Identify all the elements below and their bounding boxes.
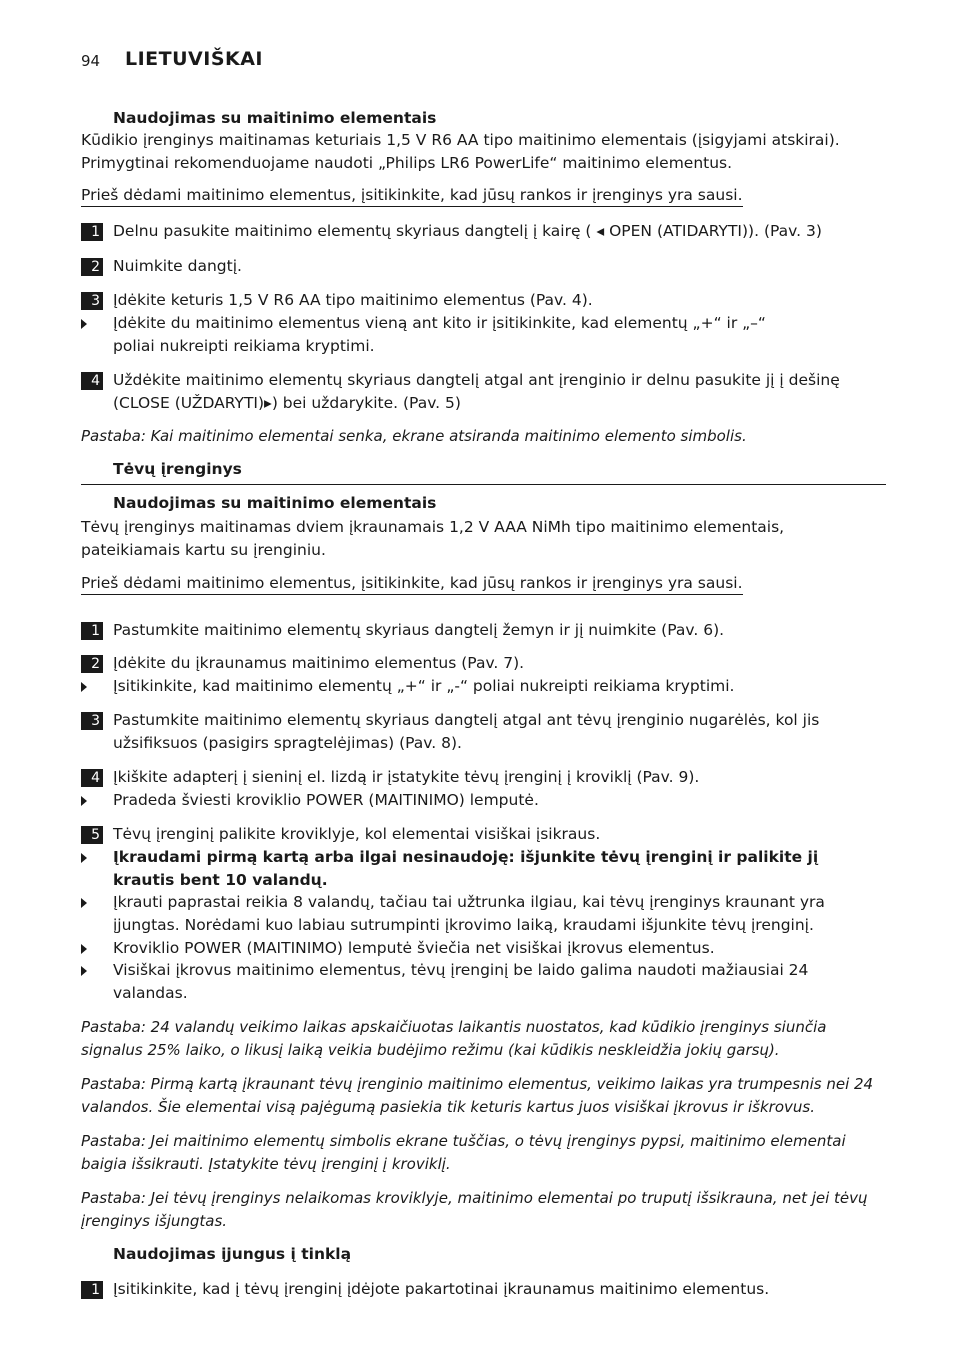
- bullet-text: Kroviklio POWER (MAITINIMO) lemputė šviečia net visiškai įkrovus elementus.: [113, 939, 715, 957]
- note: [81, 1016, 891, 1062]
- note-line: Pastaba: Jei tėvų įrenginys nelaikomas kroviklyje, maitinimo elementai po truputį išsikrauna, net jei tėvų: [81, 1189, 868, 1207]
- step-text: Pastumkite maitinimo elementų skyriaus dangtelį žemyn ir jį nuimkite (Pav. 6).: [113, 621, 725, 639]
- step-text: Įsitikinkite, kad į tėvų įrenginį įdėjote pakartotinai įkraunamus maitinimo elementus.: [113, 1280, 770, 1298]
- bullet-text: [113, 891, 891, 937]
- step-line: užsifiksuos (pasigirs spragtelėjimas) (Pav. 8).: [113, 734, 462, 752]
- bullet-item: [81, 937, 891, 960]
- bullet-icon: [81, 966, 87, 976]
- step-number: 2: [81, 258, 103, 276]
- note-line: valandos. Šie elementai visą pajėgumą pasiekia tik keturis kartus juos visiškai įkrovus ir iškrovus.: [81, 1098, 815, 1116]
- bullet-item: [81, 675, 891, 698]
- step-text: Įdėkite du įkraunamus maitinimo elementus (Pav. 7).: [113, 654, 525, 672]
- section-divider: [81, 484, 886, 485]
- note-line: baigia išsikrauti. Įstatykite tėvų įrenginį į kroviklį.: [81, 1155, 451, 1173]
- bullet-icon: [81, 853, 87, 863]
- bullet-line: Įkraudami pirmą kartą arba ilgai nesinaudoję: išjunkite tėvų įrenginį ir palikite jį: [113, 848, 819, 866]
- page-number: 94: [81, 52, 101, 70]
- step-1: [81, 619, 891, 642]
- step-number: 4: [81, 769, 103, 787]
- step-line: (CLOSE (UŽDARYTI)▸) bei uždarykite. (Pav. 5): [113, 394, 461, 412]
- step-number: 3: [81, 292, 103, 310]
- bullet-line: Visiškai įkrovus maitinimo elementus, tėvų įrenginį be laido galima naudoti mažiausiai 24: [113, 961, 809, 979]
- step-1: [81, 1278, 891, 1301]
- bullet-icon: [81, 944, 87, 954]
- warning-text: Prieš dėdami maitinimo elementus, įsitikinkite, kad jūsų rankos ir įrenginys yra sausi.: [81, 186, 743, 207]
- bullet-item: [81, 891, 891, 937]
- note-line: Pastaba: Pirmą kartą įkraunant tėvų įrenginio maitinimo elementus, veikimo laikas yra trumpesnis nei 24: [81, 1075, 874, 1093]
- step-text: Įdėkite keturis 1,5 V R6 AA tipo maitinimo elementus (Pav. 4).: [113, 291, 593, 309]
- bullet-icon: [81, 898, 87, 908]
- bullet-text: [113, 959, 891, 1005]
- note-line: įrenginys išjungtas.: [81, 1212, 228, 1230]
- step-1: [81, 220, 891, 243]
- step-3: [81, 289, 891, 312]
- bullet-line: valandas.: [113, 984, 188, 1002]
- step-number: 1: [81, 1281, 103, 1299]
- bullet-item: [81, 846, 891, 892]
- step-2: [81, 255, 891, 278]
- step-3: [81, 709, 891, 755]
- section-heading: Naudojimas įjungus į tinklą: [113, 1245, 352, 1263]
- bullet-text: Įsitikinkite, kad maitinimo elementų „+“ ir „-“ poliai nukreipti reikiama kryptimi.: [113, 677, 735, 695]
- step-2: [81, 652, 891, 675]
- note-line: Pastaba: Jei maitinimo elementų simbolis ekrane tuščias, o tėvų įrenginys pypsi, maitinimo elementai: [81, 1132, 846, 1150]
- bullet-icon: [81, 682, 87, 692]
- bullet-icon: [81, 796, 87, 806]
- step-text: Tėvų įrenginį palikite kroviklyje, kol elementai visiškai įsikraus.: [113, 825, 601, 843]
- step-text: Delnu pasukite maitinimo elementų skyriaus dangtelį į kairę ( ◂ OPEN (ATIDARYTI)). (Pav. 3): [113, 222, 822, 240]
- bullet-text: [113, 846, 891, 892]
- bullet-line: Įkrauti paprastai reikia 8 valandų, tačiau tai užtrunka ilgiau, kai tėvų įrenginys kraunant yra: [113, 893, 825, 911]
- note: [81, 1130, 891, 1176]
- step-text: [113, 709, 891, 755]
- bullet-line: poliai nukreipti reikiama kryptimi.: [113, 337, 375, 355]
- step-number: 2: [81, 655, 103, 673]
- language-title: LIETUVIŠKAI: [125, 48, 263, 70]
- bullet-item: [81, 959, 891, 1005]
- step-line: Pastumkite maitinimo elementų skyriaus dangtelį atgal ant tėvų įrenginio nugarėlės, kol jis: [113, 711, 820, 729]
- step-text: Įkiškite adapterį į sieninį el. lizdą ir įstatykite tėvų įrenginį į kroviklį (Pav. 9).: [113, 768, 700, 786]
- bullet-line: įjungtas. Norėdami kuo labiau sutrumpinti įkrovimo laiką, kraudami išjunkite tėvų įrenginį.: [113, 916, 814, 934]
- intro-line: pateikiamais kartu su įrenginiu.: [81, 541, 326, 559]
- section-title: Tėvų įrenginys: [113, 460, 242, 478]
- note: [81, 1187, 891, 1233]
- section-heading: Naudojimas su maitinimo elementais: [113, 109, 437, 127]
- step-number: 4: [81, 372, 103, 390]
- intro-line: Kūdikio įrenginys maitinamas keturiais 1,5 V R6 AA tipo maitinimo elementais (įsigyjami atskirai).: [81, 131, 840, 149]
- warning-text: Prieš dėdami maitinimo elementus, įsitikinkite, kad jūsų rankos ir įrenginys yra sausi.: [81, 574, 743, 595]
- bullet-line: krautis bent 10 valandų.: [113, 871, 328, 889]
- note-line: Pastaba: 24 valandų veikimo laikas apskaičiuotas laikantis nuostatos, kad kūdikio įrenginys siunčia: [81, 1018, 827, 1036]
- step-line: Uždėkite maitinimo elementų skyriaus dangtelį atgal ant įrenginio ir delnu pasukite jį į dešinę: [113, 371, 840, 389]
- bullet-text: [113, 312, 891, 358]
- section-heading: Naudojimas su maitinimo elementais: [113, 494, 437, 512]
- bullet-item: [81, 312, 891, 358]
- step-number: 5: [81, 826, 103, 844]
- bullet-icon: [81, 319, 87, 329]
- intro-line: Tėvų įrenginys maitinamas dviem įkraunamais 1,2 V AAA NiMh tipo maitinimo elementais,: [81, 518, 785, 536]
- step-4: [81, 369, 891, 415]
- note-line: signalus 25% laiko, o likusį laiką veikia budėjimo režimu (kai kūdikis neskleidžia jokių garsų).: [81, 1041, 780, 1059]
- note: [81, 1073, 891, 1119]
- step-5: [81, 823, 891, 846]
- step-4: [81, 766, 891, 789]
- bullet-item: [81, 789, 891, 812]
- intro-paragraph: [81, 129, 881, 175]
- intro-line: Primygtinai rekomenduojame naudoti „Philips LR6 PowerLife“ maitinimo elementus.: [81, 154, 733, 172]
- bullet-line: Įdėkite du maitinimo elementus vieną ant kito ir įsitikinkite, kad elementų „+“ ir „–“: [113, 314, 766, 332]
- step-number: 1: [81, 622, 103, 640]
- step-number: 1: [81, 223, 103, 241]
- bullet-text: Pradeda šviesti kroviklio POWER (MAITINIMO) lemputė.: [113, 791, 539, 809]
- step-text: [113, 369, 891, 415]
- note: Pastaba: Kai maitinimo elementai senka, ekrane atsiranda maitinimo elemento simbolis.: [81, 427, 747, 445]
- step-number: 3: [81, 712, 103, 730]
- intro-paragraph: [81, 516, 881, 562]
- step-text: Nuimkite dangtį.: [113, 257, 242, 275]
